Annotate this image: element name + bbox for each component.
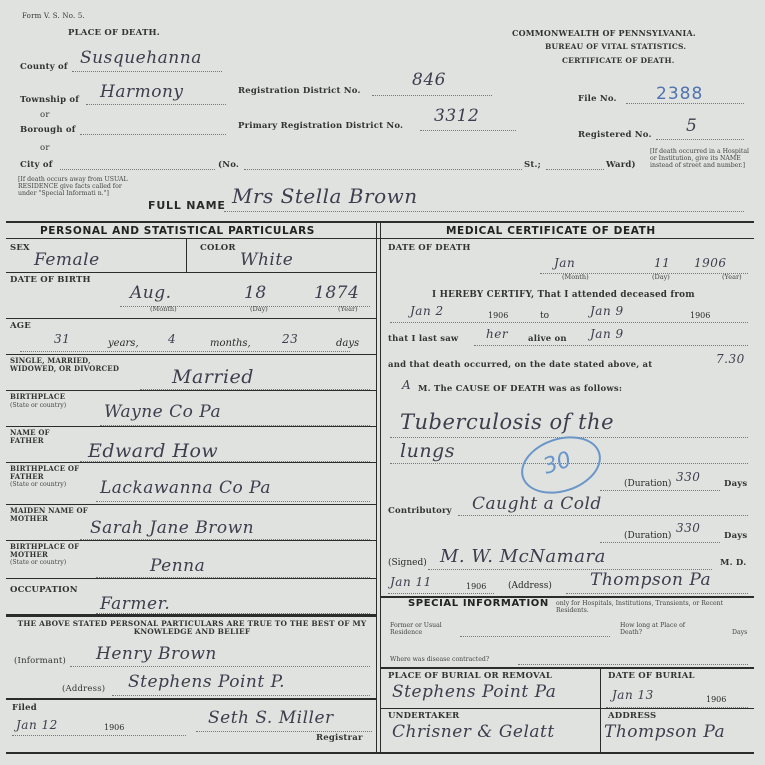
sign-date: Jan 11 [390, 575, 432, 589]
registered-number-line [656, 138, 744, 140]
city-label: City of [20, 160, 53, 170]
borough-line [80, 133, 226, 135]
rule-informant [6, 614, 376, 617]
dob-month: Aug. [130, 283, 172, 303]
mother-birthplace-label: BIRTHPLACE OF MOTHER [10, 542, 80, 559]
father-value: Edward How [88, 440, 219, 462]
rule-burial-divider [600, 667, 601, 753]
primary-district-value: 3312 [434, 106, 480, 126]
father-birthplace-line [96, 500, 370, 502]
contributory-line [458, 514, 748, 516]
am-value: A [402, 378, 412, 392]
informant-address-label: (Address) [62, 684, 106, 694]
cause-line-1: Tuberculosis of the [400, 410, 615, 434]
last-saw-line [474, 344, 748, 346]
registrar-label: Registrar [316, 733, 363, 743]
informant-address-value: Stephens Point P. [128, 672, 286, 692]
dob-label: DATE OF BIRTH [10, 275, 91, 285]
primary-district-line [420, 129, 516, 131]
father-birthplace-label: BIRTHPLACE OF FATHER [10, 464, 80, 481]
registration-district-value: 846 [412, 70, 446, 90]
color-value: White [240, 250, 294, 270]
contributory-value: Caught a Cold [472, 494, 602, 514]
burial-place-label: PLACE OF BURIAL OR REMOVAL [388, 671, 553, 681]
registered-number-value: 5 [686, 116, 698, 136]
commonwealth-heading: COMMONWEALTH OF PENNSYLVANIA. [512, 28, 696, 38]
rule-father [6, 426, 376, 427]
attend-from: Jan 2 [410, 304, 444, 318]
undertaker-address-label: ADDRESS [608, 711, 657, 721]
rule-center-b [380, 221, 381, 753]
undertaker-value: Chrisner & Gelatt [392, 722, 555, 742]
burial-date-label: DATE OF BURIAL [608, 671, 695, 681]
registrar-stamp [514, 427, 609, 504]
mother-birthplace-sub: (State or country) [10, 559, 67, 566]
registrar-line [196, 730, 372, 732]
rule-bottom [6, 752, 754, 754]
duration-line-1 [600, 489, 720, 491]
medical-section-title: MEDICAL CERTIFICATE OF DEATH [446, 225, 656, 237]
informant-label: (Informant) [14, 656, 67, 666]
birthplace-sub: (State or country) [10, 402, 67, 409]
borough-label: Borough of [20, 125, 76, 135]
death-year-sub: (Year) [722, 273, 742, 281]
rule-mother-bp [6, 540, 376, 541]
dob-year-sub: (Year) [338, 305, 358, 313]
death-month: Jan [554, 256, 576, 270]
personal-section-title: PERSONAL AND STATISTICAL PARTICULARS [40, 225, 315, 237]
months-word: months, [210, 338, 251, 349]
contracted-label: Where was disease contracted? [390, 656, 490, 663]
sex-value: Female [34, 250, 100, 270]
registration-district-line [372, 94, 492, 96]
time-value: 7.30 [716, 352, 745, 366]
sign-date-line [388, 592, 494, 594]
attend-to-year: 1906 [690, 311, 711, 320]
burial-place-value: Stephens Point Pa [392, 682, 557, 702]
mother-label: MAIDEN NAME OF MOTHER [10, 506, 88, 523]
county-label: County of [20, 62, 68, 72]
last-saw-who: her [486, 327, 509, 341]
burial-date-value: Jan 13 [612, 688, 654, 702]
dob-year: 1874 [314, 283, 360, 303]
signed-label: (Signed) [388, 558, 427, 568]
contributory-label: Contributory [388, 506, 452, 516]
age-days: 23 [282, 332, 299, 346]
informant-value: Henry Brown [96, 644, 217, 664]
informant-statement: THE ABOVE STATED PERSONAL PARTICULARS ARE TRUE TO THE BEST OF MY KNOWLEDGE AND BELIEF [17, 619, 367, 636]
duration-line-2 [600, 541, 720, 543]
undertaker-label: UNDERTAKER [388, 711, 460, 721]
how-long-label: How long at Place of Death? [620, 622, 686, 636]
filed-label: Filed [12, 703, 37, 713]
birthplace-label: BIRTHPLACE [10, 392, 66, 401]
away-note: [If death occurs away from USUAL RESIDENCE give facts called for under "Special Informati n."] [18, 176, 128, 197]
full-name-label: FULL NAME [148, 199, 226, 212]
days-word: days [336, 338, 360, 349]
street-label: St.; [524, 160, 541, 170]
dob-day: 18 [244, 283, 267, 303]
date-of-death-label: DATE OF DEATH [388, 243, 471, 253]
rule-mother [6, 504, 376, 505]
age-months: 4 [168, 332, 177, 346]
duration-label-2: (Duration) [624, 531, 672, 541]
rule-center-a [376, 221, 377, 753]
last-saw-date: Jan 9 [590, 327, 624, 341]
occupation-label: OCCUPATION [10, 585, 78, 595]
color-label: COLOR [200, 243, 236, 253]
death-day-sub: (Day) [652, 273, 670, 281]
file-number-label: File No. [578, 94, 617, 104]
ward-label: Ward) [606, 160, 636, 170]
registrar-signature: Seth S. Miller [208, 708, 334, 728]
attend-from-year: 1906 [488, 311, 509, 320]
township-label: Township of [20, 95, 80, 105]
duration-value-1: 330 [676, 470, 701, 484]
full-name-value: Mrs Stella Brown [232, 184, 418, 208]
alive-on-label: alive on [528, 334, 567, 344]
duration-days-2: Days [724, 531, 748, 541]
rule-dob [6, 272, 376, 273]
father-birthplace-sub: (State or country) [10, 481, 67, 488]
former-residence-line [460, 635, 610, 637]
undertaker-address-value: Thompson Pa [604, 722, 726, 742]
ward-line [546, 168, 604, 170]
occupation-value: Farmer. [100, 594, 171, 614]
age-years: 31 [54, 332, 71, 346]
informant-line [70, 665, 370, 667]
occurred-text: and that death occurred, on the date stated above, at [388, 360, 653, 370]
street-line [244, 168, 522, 170]
med-address-value: Thompson Pa [590, 570, 712, 590]
filed-year: 1906 [104, 723, 125, 732]
special-note: only for Hospitals, Institutions, Transients, or Recent Residents. [556, 600, 724, 614]
file-number-value: 2388 [656, 84, 704, 104]
registered-number-label: Registered No. [578, 130, 652, 140]
father-birthplace-value: Lackawanna Co Pa [100, 478, 271, 498]
filed-value: Jan 12 [16, 718, 58, 732]
rule-age [6, 318, 376, 319]
sex-label: SEX [10, 243, 30, 253]
duration-value-2: 330 [676, 521, 701, 535]
death-month-sub: (Month) [562, 273, 589, 281]
registration-district-label: Registration District No. [238, 86, 361, 96]
attend-to: Jan 9 [590, 304, 624, 318]
rule-undertaker [380, 708, 754, 709]
marital-label: SINGLE, MARRIED, WIDOWED, OR DIVORCED [10, 356, 120, 373]
attend-line [390, 321, 748, 323]
signed-value: M. W. McNamara [440, 546, 606, 567]
contracted-line [518, 663, 748, 665]
dob-month-sub: (Month) [150, 305, 177, 313]
certify-text: I HEREBY CERTIFY, That I attended deceased from [432, 290, 695, 300]
place-of-death-heading: PLACE OF DEATH. [68, 28, 160, 38]
med-address-line [566, 592, 748, 594]
street-number-label: (No. [218, 160, 240, 170]
how-long-days: Days [732, 629, 748, 636]
hospital-note: [If death occurred in a Hospital or Institution, give its NAME instead of street and number.] [650, 148, 749, 169]
or-label-2: or [40, 143, 50, 153]
township-line [86, 103, 226, 105]
certificate-heading: CERTIFICATE OF DEATH. [562, 56, 675, 65]
age-label: AGE [10, 321, 31, 331]
cause-line-2: lungs [400, 440, 455, 462]
county-line [72, 70, 222, 72]
sign-year: 1906 [466, 582, 487, 591]
rule-occupation [6, 578, 376, 579]
death-day: 11 [654, 256, 671, 270]
death-year: 1906 [694, 256, 727, 270]
rule-filed [6, 698, 376, 700]
primary-district-label: Primary Registration District No. [238, 121, 404, 131]
md-label: M. D. [720, 558, 747, 568]
stamp-number: 30 [540, 447, 575, 480]
cause-text: M. The CAUSE OF DEATH was as follows: [418, 384, 623, 394]
former-residence-label: Former or Usual Residence [390, 622, 442, 636]
mother-birthplace-value: Penna [150, 556, 206, 576]
age-line [20, 350, 350, 352]
full-name-line [224, 210, 744, 212]
dob-day-sub: (Day) [250, 305, 268, 313]
birthplace-value: Wayne Co Pa [104, 402, 222, 422]
rule-burial [380, 667, 754, 669]
rule-marital [6, 354, 376, 355]
township-value: Harmony [100, 82, 184, 102]
informant-address-line [112, 694, 370, 696]
rule-father-bp [6, 462, 376, 463]
burial-date-year: 1906 [706, 695, 727, 704]
or-label-1: or [40, 110, 50, 120]
special-title: SPECIAL INFORMATION [408, 598, 549, 609]
county-value: Susquehanna [80, 48, 202, 68]
rule-birthplace [6, 390, 376, 391]
duration-label-1: (Duration) [624, 479, 672, 489]
last-saw-text: that I last saw [388, 334, 459, 344]
marital-value: Married [172, 366, 254, 388]
duration-days-1: Days [724, 479, 748, 489]
to-word: to [540, 311, 550, 321]
rule-sex-color [186, 239, 187, 273]
years-word: years, [108, 338, 139, 349]
bureau-heading: BUREAU OF VITAL STATISTICS. [545, 42, 687, 51]
city-line [60, 168, 215, 170]
form-number: Form V. S. No. 5. [22, 12, 85, 20]
father-label: NAME OF FATHER [10, 428, 50, 445]
med-address-label: (Address) [508, 581, 552, 591]
mother-value: Sarah Jane Brown [90, 518, 255, 538]
filed-line [12, 734, 186, 736]
